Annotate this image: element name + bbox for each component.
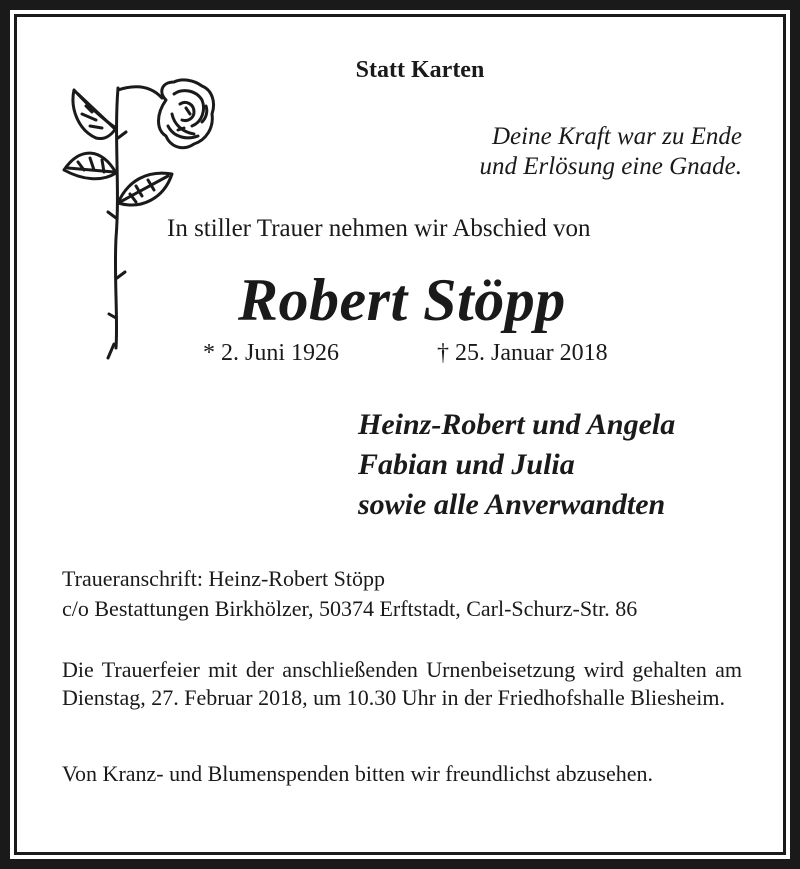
mourner-line: Fabian und Julia: [358, 448, 575, 481]
quote-line-2: und Erlösung eine Gnade.: [479, 153, 742, 180]
heading: Statt Karten: [355, 57, 485, 83]
ceremony-text: Die Trauerfeier mit der anschließenden Urnenbeisetzung wird gehalten am Dienstag, 27. Februar 2018, um 10.30 Uhr in der Friedhofshalle Bliesheim.: [62, 657, 742, 710]
intro-text: In stiller Trauer nehmen wir Abschied von: [167, 215, 591, 242]
address-line-1: Traueranschrift: Heinz-Robert Stöpp: [62, 566, 386, 591]
flowers-note: Von Kranz- und Blumenspenden bitten wir freundlichst abzusehen.: [62, 761, 654, 786]
mourner-line: sowie alle Anverwandten: [358, 488, 666, 521]
mourner-line: Heinz-Robert und Angela: [358, 408, 676, 441]
death-date: † 25. Januar 2018: [437, 340, 608, 366]
quote-line-1: Deine Kraft war zu Ende: [492, 123, 742, 150]
birth-date: * 2. Juni 1926: [203, 340, 340, 366]
deceased-name: Robert Stöpp: [238, 267, 566, 333]
address-line-2: c/o Bestattungen Birkhölzer, 50374 Erftstadt, Carl-Schurz-Str. 86: [62, 596, 638, 621]
